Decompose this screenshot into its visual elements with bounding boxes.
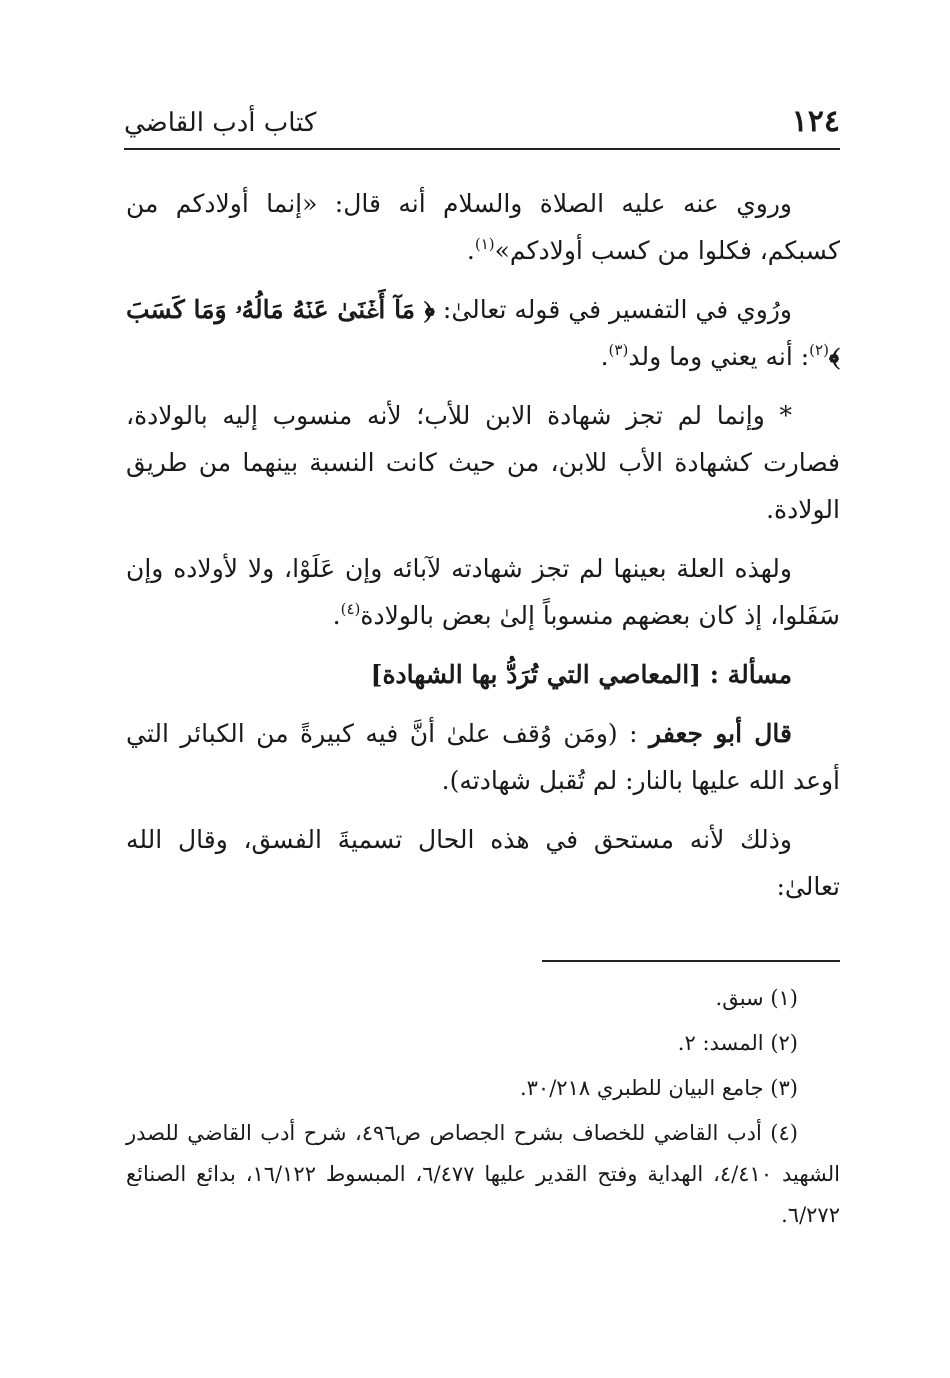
paragraph-fisq [126,816,840,910]
paragraph-ancestors [126,545,840,639]
footnotes [126,978,840,1240]
running-title: كتاب أدب القاضي [124,108,317,138]
footnote-ref: (٢) [809,341,829,359]
section-heading [126,651,840,698]
main-text [126,180,840,922]
punctuation: . [466,236,475,265]
footnote-ref: (٤) [340,600,361,618]
footnote-4: (٤) أدب القاضي للخصاف بشرح الجصاص ص٤٩٦، شرح أدب القاضي للصدر الشهيد ٤/٤١٠، الهداية وفتح القدير عليها ٦/٤٧٧، المبسوط ١٦/١٢٢، بدائع الصنائع ٦/٢٧٢. [126,1121,841,1227]
footnote-ref: (١) [474,235,495,253]
paragraph-text: * وإنما لم تجز شهادة الابن للأب؛ لأنه منسوب إليه بالولادة، فصارت كشهادة الأب للابن، من حيث كانت النسبة بينهما من طريق الولادة. [126,401,840,524]
footnote-1: (١) سبق. [715,986,798,1010]
heading-title: [المعاصي التي تُرَدُّ بها الشهادة] [370,660,702,689]
footnote-ref: (٣) [608,341,629,359]
paragraph-tafsir [126,286,840,380]
paragraph-text: : (ومَن وُقف علىٰ أنَّ فيه كبيرةً من الكبائر التي أوعد الله عليها بالنار: لم تُقبل شهادته). [126,719,840,795]
quran-verse: ﴿ مَآ أَغۡنَىٰ عَنۡهُ مَالُهُۥ وَمَا كَسَبَ ﴾ [126,295,840,371]
footnote-2: (٢) المسد: ٢. [677,1031,798,1055]
page-header [124,102,840,150]
page-number: ١٢٤ [791,104,840,139]
footnote-separator [542,960,840,962]
punctuation: . [332,601,341,630]
paragraph-text: وذلك لأنه مستحق في هذه الحال تسميةَ الفسق، وقال الله تعالىٰ: [126,825,840,901]
speaker-name: قال أبو جعفر [649,719,792,748]
paragraph-text: : أنه يعني وما ولد [628,342,810,371]
paragraph-son-testimony [126,392,840,533]
paragraph-text: ورُوي في التفسير في قوله تعالىٰ: [434,295,792,324]
paragraph-hadith [126,180,840,274]
footnote-3: (٣) جامع البيان للطبري ٣٠/٢١٨. [519,1076,798,1100]
paragraph-text: وروي عنه عليه الصلاة والسلام أنه قال: «إنما أولادكم من كسبكم، فكلوا من كسب أولادكم» [126,189,840,265]
heading-label: مسألة : [701,660,792,689]
paragraph-text: ولهذه العلة بعينها لم تجز شهادته لآبائه وإن عَلَوْا، ولا لأولاده وإن سَفَلوا، إذ كان بعضهم منسوباً إلىٰ بعض بالولادة [126,554,840,630]
punctuation: . [600,342,609,371]
paragraph-abu-jafar [126,710,840,804]
